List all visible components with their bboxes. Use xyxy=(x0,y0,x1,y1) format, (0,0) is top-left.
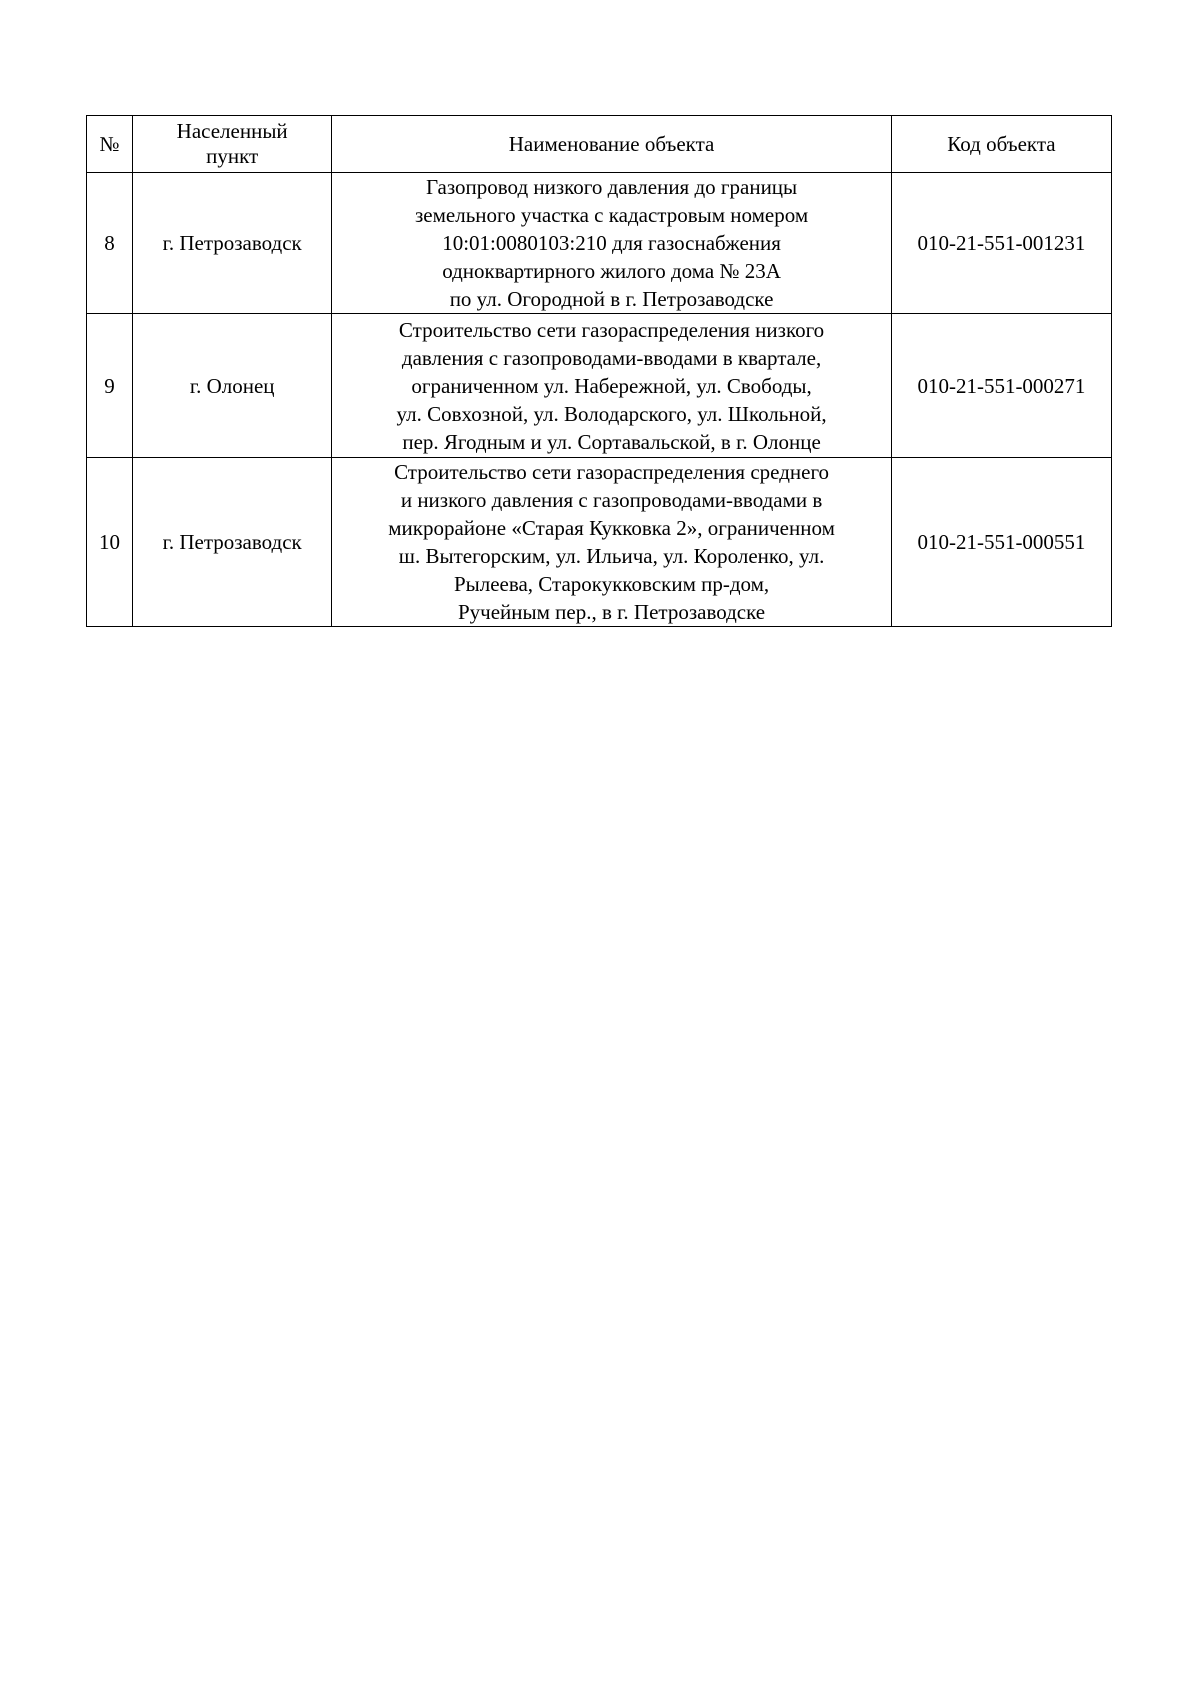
cell-locality: г. Олонец xyxy=(133,314,332,458)
object-name-line: Строительство сети газораспределения низкого xyxy=(398,317,825,342)
object-name-line: ш. Вытегорским, ул. Ильича, ул. Короленко, ул. xyxy=(398,544,825,568)
header-object-code: Код объекта xyxy=(891,116,1111,173)
object-name-line: ограниченном ул. Набережной, ул. Свободы, xyxy=(411,373,812,398)
cell-number: 10 xyxy=(87,458,133,627)
cell-object-name xyxy=(332,458,892,627)
cell-object-name xyxy=(332,314,892,458)
table-row xyxy=(87,314,1112,458)
cell-locality: г. Петрозаводск xyxy=(133,458,332,627)
object-name-line: пер. Ягодным и ул. Сортавальской, в г. Олонце xyxy=(402,429,821,454)
object-name-line: давления с газопроводами-вводами в квартале, xyxy=(401,345,822,370)
cell-locality: г. Петрозаводск xyxy=(133,173,332,314)
object-name-line: одноквартирного жилого дома № 23А xyxy=(442,259,781,283)
header-locality xyxy=(133,116,332,173)
object-name-line: Строительство сети газораспределения среднего xyxy=(394,460,830,484)
header-object-name: Наименование объекта xyxy=(332,116,892,173)
object-name-line: ул. Совхозной, ул. Володарского, ул. Школьной, xyxy=(396,401,827,426)
table-header-row xyxy=(87,116,1112,173)
object-name-line: Ручейным пер., в г. Петрозаводске xyxy=(458,600,766,624)
object-name-line: и низкого давления с газопроводами-вводами в xyxy=(400,488,823,512)
header-number: № xyxy=(87,116,133,173)
cell-number: 9 xyxy=(87,314,133,458)
header-locality-line: пункт xyxy=(206,144,259,168)
object-name-line: 10:01:0080103:210 для газоснабжения xyxy=(442,231,781,255)
object-name-line: Газопровод низкого давления до границы xyxy=(425,175,798,199)
object-name-line: земельного участка с кадастровым номером xyxy=(414,203,809,227)
cell-object-code: 010-21-551-001231 xyxy=(891,173,1111,314)
cell-object-name xyxy=(332,173,892,314)
object-name-line: по ул. Огородной в г. Петрозаводске xyxy=(449,287,774,311)
object-name-line: микрорайоне «Старая Кукковка 2», ограниченном xyxy=(388,516,835,540)
header-locality-line: Населенный xyxy=(176,119,288,143)
object-name-line: Рылеева, Старокукковским пр-дом, xyxy=(453,572,770,596)
table-row xyxy=(87,458,1112,627)
cell-object-code: 010-21-551-000551 xyxy=(891,458,1111,627)
objects-table xyxy=(86,115,1112,627)
cell-object-code: 010-21-551-000271 xyxy=(891,314,1111,458)
table-row xyxy=(87,173,1112,314)
cell-number: 8 xyxy=(87,173,133,314)
